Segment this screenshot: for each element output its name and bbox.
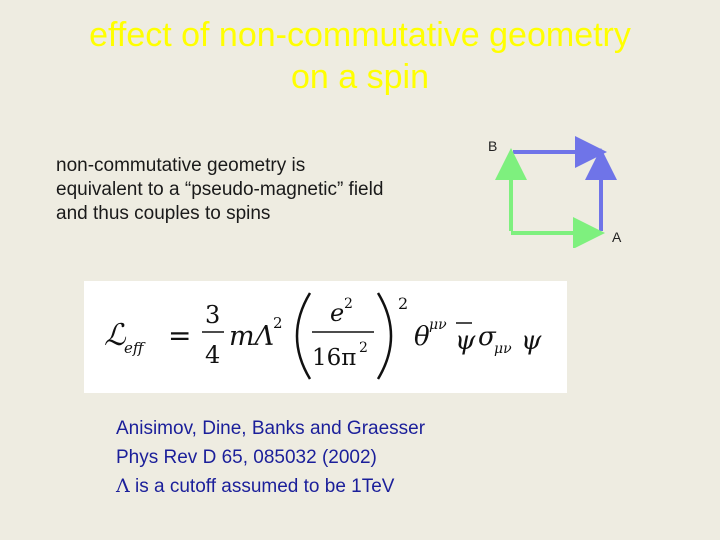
psi-bar-symbol: ψ bbox=[455, 326, 476, 356]
cutoff-note bbox=[116, 472, 425, 501]
title-line-1: effect of non-commutative geometry bbox=[89, 16, 631, 54]
body-line-2: equivalent to a “pseudo-magnetic” field bbox=[56, 179, 384, 200]
cutoff-note-text: is a cutoff assumed to be 1TeV bbox=[129, 476, 395, 497]
body-line-1: non-commutative geometry is bbox=[56, 155, 306, 176]
m-lambda-exponent: 2 bbox=[273, 314, 283, 332]
fraction-numerator-exponent: 2 bbox=[344, 296, 353, 312]
slide-title bbox=[0, 14, 720, 98]
body-paragraph bbox=[56, 154, 476, 226]
m-lambda: mΛ bbox=[229, 321, 275, 352]
coefficient-denominator: 4 bbox=[205, 341, 221, 369]
reference-citation: Phys Rev D 65, 085032 (2002) bbox=[116, 447, 377, 468]
point-a-label: A bbox=[612, 229, 622, 245]
path-diagram bbox=[470, 128, 670, 248]
effective-lagrangian-formula bbox=[84, 281, 567, 393]
right-paren bbox=[378, 293, 391, 379]
sigma-symbol: σ bbox=[478, 322, 496, 352]
equals-sign: = bbox=[168, 319, 192, 352]
sigma-subscript: μν bbox=[494, 341, 512, 357]
theta-symbol: θ bbox=[414, 322, 430, 352]
title-line-2: on a spin bbox=[291, 58, 429, 96]
reference-authors: Anisimov, Dine, Banks and Graesser bbox=[116, 418, 426, 439]
coefficient-numerator: 3 bbox=[205, 301, 221, 329]
point-b-label: B bbox=[488, 138, 498, 154]
left-paren bbox=[297, 293, 310, 379]
outer-exponent: 2 bbox=[398, 294, 409, 313]
fraction-numerator: e bbox=[330, 299, 345, 327]
fraction-denominator: 16π bbox=[312, 345, 357, 371]
lagrangian-symbol: ℒ bbox=[104, 318, 126, 353]
fraction-denominator-exponent: 2 bbox=[359, 340, 368, 356]
theta-superscript: μν bbox=[429, 317, 447, 333]
lambda-symbol: Λ bbox=[116, 475, 130, 497]
reference-block bbox=[116, 414, 425, 501]
psi-symbol: ψ bbox=[521, 326, 542, 356]
body-line-3: and thus couples to spins bbox=[56, 203, 271, 224]
lagrangian-subscript: eff bbox=[124, 339, 144, 357]
